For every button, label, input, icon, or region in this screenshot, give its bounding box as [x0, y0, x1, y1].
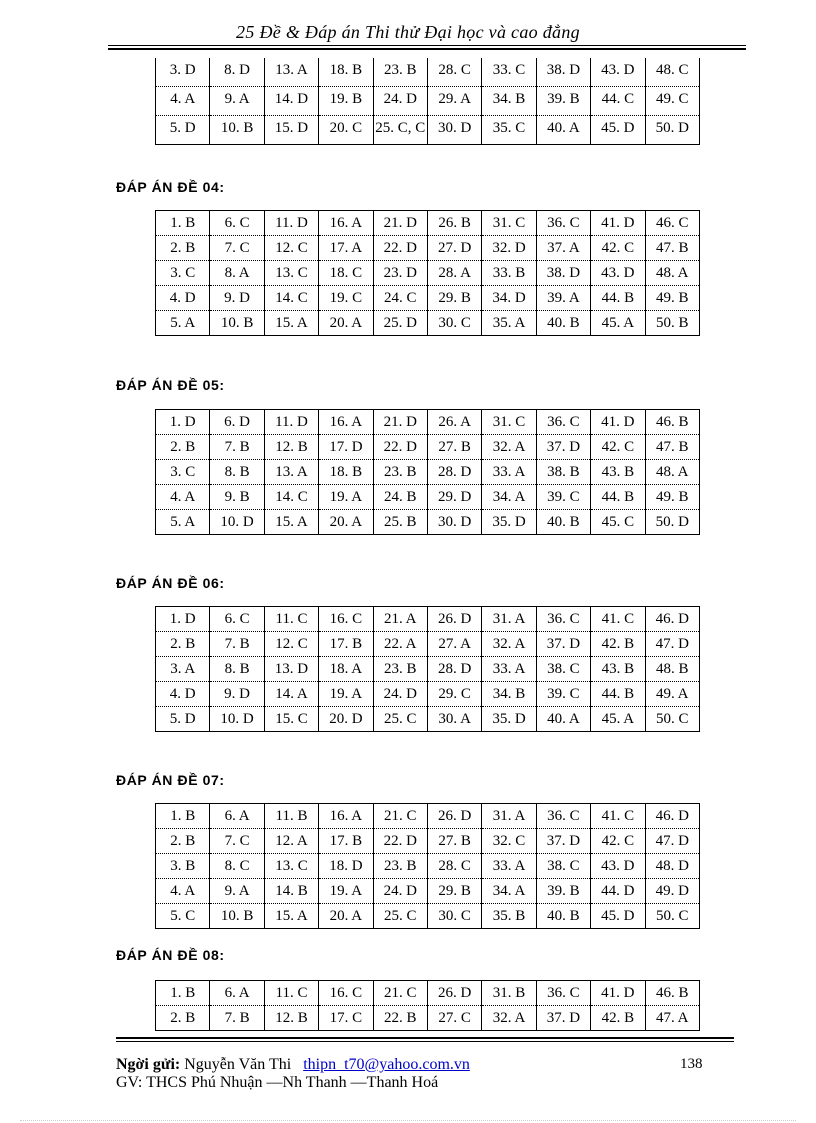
answer-cell: 18. D: [319, 854, 373, 879]
answer-cell: 9. A: [210, 879, 264, 904]
answer-cell: 5. A: [156, 510, 210, 535]
answer-cell: 18. A: [319, 657, 373, 682]
answer-cell: 41. C: [591, 607, 645, 632]
answer-cell: 10. B: [210, 116, 264, 145]
answer-table-06: [155, 606, 700, 732]
answer-cell: 48. A: [645, 460, 699, 485]
answer-cell: 28. A: [427, 261, 481, 286]
answer-cell: 40. A: [536, 116, 590, 145]
answer-cell: 7. C: [210, 829, 264, 854]
answer-cell: 38. B: [536, 460, 590, 485]
answer-cell: 33. A: [482, 854, 536, 879]
answer-cell: 37. D: [536, 632, 590, 657]
answer-cell: 3. C: [156, 460, 210, 485]
answer-cell: 31. A: [482, 607, 536, 632]
answer-cell: 33. A: [482, 460, 536, 485]
table-row: [156, 854, 700, 879]
footer-rule: [116, 1037, 734, 1039]
answer-cell: 16. C: [319, 981, 373, 1006]
answer-cell: 42. B: [591, 1006, 645, 1031]
answer-cell: 13. C: [264, 854, 318, 879]
answer-cell: 31. C: [482, 410, 536, 435]
answer-cell: 49. D: [645, 879, 699, 904]
table-row: [156, 607, 700, 632]
answer-cell: 33. A: [482, 657, 536, 682]
section-title-07: ĐÁP ÁN ĐỀ 07:: [116, 772, 225, 788]
answer-cell: 23. B: [373, 58, 427, 87]
answer-cell: 43. B: [591, 657, 645, 682]
answer-cell: 1. B: [156, 981, 210, 1006]
answer-cell: 40. B: [536, 510, 590, 535]
answer-cell: 35. D: [482, 707, 536, 732]
answer-cell: 44. D: [591, 879, 645, 904]
answer-cell: 28. D: [427, 460, 481, 485]
answer-cell: 13. D: [264, 657, 318, 682]
header-rule-thick: [108, 48, 746, 50]
answer-table-04: [155, 210, 700, 336]
answer-cell: 8. B: [210, 657, 264, 682]
answer-cell: 26. D: [427, 981, 481, 1006]
answer-cell: 29. C: [427, 682, 481, 707]
answer-cell: 22. D: [373, 829, 427, 854]
answer-cell: 21. A: [373, 607, 427, 632]
answer-cell: 32. A: [482, 1006, 536, 1031]
answer-cell: 42. C: [591, 435, 645, 460]
answer-cell: 4. D: [156, 286, 210, 311]
answer-cell: 14. A: [264, 682, 318, 707]
answer-cell: 24. B: [373, 485, 427, 510]
answer-cell: 25. C: [373, 707, 427, 732]
answer-cell: 31. C: [482, 211, 536, 236]
answer-cell: 15. A: [264, 904, 318, 929]
answer-cell: 3. A: [156, 657, 210, 682]
answer-cell: 45. C: [591, 510, 645, 535]
answer-cell: 15. A: [264, 311, 318, 336]
answer-cell: 41. D: [591, 981, 645, 1006]
answer-cell: 14. B: [264, 879, 318, 904]
answer-cell: 27. A: [427, 632, 481, 657]
answer-cell: 18. C: [319, 261, 373, 286]
answer-cell: 39. C: [536, 485, 590, 510]
answer-cell: 36. C: [536, 804, 590, 829]
answer-cell: 7. B: [210, 1006, 264, 1031]
answer-cell: 45. D: [591, 904, 645, 929]
answer-cell: 38. C: [536, 854, 590, 879]
answer-cell: 10. D: [210, 510, 264, 535]
answer-cell: 39. C: [536, 682, 590, 707]
answer-cell: 17. B: [319, 829, 373, 854]
answer-cell: 30. D: [427, 116, 481, 145]
answer-cell: 25. D: [373, 311, 427, 336]
answer-cell: 27. C: [427, 1006, 481, 1031]
answer-cell: 20. C: [319, 116, 373, 145]
answer-cell: 10. D: [210, 707, 264, 732]
answer-cell: 31. B: [482, 981, 536, 1006]
answer-cell: 47. B: [645, 236, 699, 261]
answer-cell: 37. D: [536, 1006, 590, 1031]
answer-cell: 29. B: [427, 286, 481, 311]
answer-cell: 37. D: [536, 435, 590, 460]
header-rule: [108, 45, 746, 46]
answer-cell: 16. C: [319, 607, 373, 632]
table-row: [156, 904, 700, 929]
answer-cell: 46. B: [645, 410, 699, 435]
answer-cell: 2. B: [156, 236, 210, 261]
answer-cell: 30. C: [427, 904, 481, 929]
page-bottom-border: [20, 1120, 796, 1121]
answer-cell: 12. C: [264, 236, 318, 261]
answer-cell: 33. C: [482, 58, 536, 87]
answer-cell: 4. A: [156, 87, 210, 116]
answer-cell: 44. C: [591, 87, 645, 116]
answer-cell: 4. D: [156, 682, 210, 707]
sender-name: Nguyễn Văn Thi: [184, 1056, 292, 1073]
answer-cell: 36. C: [536, 981, 590, 1006]
answer-cell: 19. A: [319, 879, 373, 904]
answer-table-07: [155, 803, 700, 929]
answer-cell: 1. B: [156, 211, 210, 236]
answer-cell: 46. C: [645, 211, 699, 236]
answer-cell: 43. B: [591, 460, 645, 485]
answer-cell: 44. B: [591, 485, 645, 510]
answer-cell: 9. B: [210, 485, 264, 510]
table-row: [156, 286, 700, 311]
answer-cell: 17. C: [319, 1006, 373, 1031]
answer-cell: 19. B: [319, 87, 373, 116]
answer-cell: 30. A: [427, 707, 481, 732]
section-title-04: ĐÁP ÁN ĐỀ 04:: [116, 179, 225, 195]
answer-cell: 3. D: [156, 58, 210, 87]
answer-cell: 6. C: [210, 607, 264, 632]
answer-cell: 28. D: [427, 657, 481, 682]
answer-cell: 18. B: [319, 460, 373, 485]
table-row: [156, 632, 700, 657]
answer-cell: 15. D: [264, 116, 318, 145]
answer-cell: 2. B: [156, 435, 210, 460]
answer-cell: 12. C: [264, 632, 318, 657]
answer-cell: 27. D: [427, 236, 481, 261]
answer-cell: 42. B: [591, 632, 645, 657]
answer-cell: 21. D: [373, 211, 427, 236]
answer-cell: 23. B: [373, 460, 427, 485]
answer-cell: 50. D: [645, 116, 699, 145]
answer-cell: 5. D: [156, 116, 210, 145]
answer-cell: 13. A: [264, 460, 318, 485]
answer-cell: 35. A: [482, 311, 536, 336]
page-header-title: 25 Đề & Đáp án Thi thử Đại học và cao đẳng: [236, 22, 580, 42]
table-row: [156, 804, 700, 829]
table-row: [156, 211, 700, 236]
answer-cell: 20. A: [319, 904, 373, 929]
answer-cell: 41. C: [591, 804, 645, 829]
answer-cell: 43. D: [591, 58, 645, 87]
answer-cell: 5. A: [156, 311, 210, 336]
answer-cell: 46. D: [645, 804, 699, 829]
answer-cell: 9. D: [210, 286, 264, 311]
answer-cell: 19. C: [319, 286, 373, 311]
answer-cell: 40. B: [536, 311, 590, 336]
answer-cell: 44. B: [591, 286, 645, 311]
answer-cell: 34. A: [482, 879, 536, 904]
answer-cell: 10. B: [210, 311, 264, 336]
answer-table-08: [155, 980, 700, 1031]
table-row: [156, 460, 700, 485]
table-row: [156, 981, 700, 1006]
table-row: [156, 829, 700, 854]
answer-cell: 9. D: [210, 682, 264, 707]
answer-cell: 43. D: [591, 854, 645, 879]
table-row: [156, 410, 700, 435]
answer-cell: 20. A: [319, 510, 373, 535]
table-row: [156, 657, 700, 682]
answer-cell: 4. A: [156, 879, 210, 904]
answer-cell: 28. C: [427, 58, 481, 87]
answer-cell: 41. D: [591, 410, 645, 435]
answer-cell: 10. B: [210, 904, 264, 929]
answer-cell: 48. A: [645, 261, 699, 286]
answer-cell: 49. B: [645, 485, 699, 510]
answer-cell: 47. D: [645, 632, 699, 657]
answer-cell: 18. B: [319, 58, 373, 87]
answer-cell: 22. B: [373, 1006, 427, 1031]
answer-cell: 14. D: [264, 87, 318, 116]
answer-cell: 5. D: [156, 707, 210, 732]
table-row: [156, 311, 700, 336]
answer-cell: 3. C: [156, 261, 210, 286]
answer-cell: 25. C: [373, 904, 427, 929]
answer-cell: 41. D: [591, 211, 645, 236]
answer-cell: 42. C: [591, 236, 645, 261]
answer-cell: 46. B: [645, 981, 699, 1006]
answer-cell: 14. C: [264, 485, 318, 510]
answer-cell: 36. C: [536, 410, 590, 435]
answer-cell: 6. A: [210, 804, 264, 829]
answer-cell: 33. B: [482, 261, 536, 286]
answer-cell: 3. B: [156, 854, 210, 879]
answer-cell: 12. A: [264, 829, 318, 854]
answer-cell: 16. A: [319, 804, 373, 829]
answer-cell: 49. A: [645, 682, 699, 707]
answer-cell: 37. D: [536, 829, 590, 854]
answer-cell: 47. B: [645, 435, 699, 460]
answer-cell: 28. C: [427, 854, 481, 879]
answer-cell: 21. C: [373, 804, 427, 829]
answer-cell: 26. B: [427, 211, 481, 236]
answer-cell: 8. D: [210, 58, 264, 87]
section-title-06: ĐÁP ÁN ĐỀ 06:: [116, 575, 225, 591]
table-row: [156, 58, 700, 87]
section-title-08: ĐÁP ÁN ĐỀ 08:: [116, 947, 225, 963]
answer-cell: 7. B: [210, 435, 264, 460]
answer-cell: 4. A: [156, 485, 210, 510]
answer-cell: 45. A: [591, 311, 645, 336]
answer-cell: 32. D: [482, 236, 536, 261]
answer-cell: 11. C: [264, 981, 318, 1006]
answer-cell: 14. C: [264, 286, 318, 311]
answer-cell: 24. D: [373, 879, 427, 904]
answer-cell: 48. B: [645, 657, 699, 682]
table-row: [156, 435, 700, 460]
answer-cell: 12. B: [264, 435, 318, 460]
answer-cell: 47. D: [645, 829, 699, 854]
answer-table-continuation: [155, 58, 700, 145]
answer-cell: 37. A: [536, 236, 590, 261]
answer-cell: 17. A: [319, 236, 373, 261]
section-title-05: ĐÁP ÁN ĐỀ 05:: [116, 377, 225, 393]
table-row: [156, 485, 700, 510]
table-row: [156, 116, 700, 145]
answer-cell: 32. A: [482, 435, 536, 460]
answer-cell: 42. C: [591, 829, 645, 854]
answer-cell: 11. C: [264, 607, 318, 632]
answer-cell: 16. A: [319, 410, 373, 435]
table-row: [156, 682, 700, 707]
answer-cell: 45. A: [591, 707, 645, 732]
answer-cell: 6. C: [210, 211, 264, 236]
answer-cell: 49. B: [645, 286, 699, 311]
answer-cell: 30. C: [427, 311, 481, 336]
answer-cell: 38. D: [536, 261, 590, 286]
answer-cell: 21. C: [373, 981, 427, 1006]
answer-cell: 9. A: [210, 87, 264, 116]
answer-cell: 1. D: [156, 410, 210, 435]
answer-cell: 1. B: [156, 804, 210, 829]
answer-cell: 35. B: [482, 904, 536, 929]
answer-cell: 20. A: [319, 311, 373, 336]
answer-cell: 49. C: [645, 87, 699, 116]
answer-cell: 44. B: [591, 682, 645, 707]
answer-cell: 6. A: [210, 981, 264, 1006]
answer-cell: 2. B: [156, 1006, 210, 1031]
answer-cell: 22. D: [373, 236, 427, 261]
answer-cell: 19. A: [319, 682, 373, 707]
answer-cell: 48. C: [645, 58, 699, 87]
answer-cell: 22. D: [373, 435, 427, 460]
answer-cell: 21. D: [373, 410, 427, 435]
answer-cell: 46. D: [645, 607, 699, 632]
answer-cell: 2. B: [156, 829, 210, 854]
answer-cell: 50. D: [645, 510, 699, 535]
answer-cell: 11. D: [264, 211, 318, 236]
answer-cell: 38. C: [536, 657, 590, 682]
answer-cell: 25. C, C: [373, 116, 427, 145]
answer-cell: 40. B: [536, 904, 590, 929]
answer-cell: 5. C: [156, 904, 210, 929]
answer-cell: 36. C: [536, 607, 590, 632]
table-row: [156, 1006, 700, 1031]
answer-cell: 36. C: [536, 211, 590, 236]
answer-cell: 12. B: [264, 1006, 318, 1031]
answer-cell: 19. A: [319, 485, 373, 510]
answer-cell: 40. A: [536, 707, 590, 732]
answer-cell: 11. B: [264, 804, 318, 829]
answer-cell: 15. C: [264, 707, 318, 732]
answer-cell: 24. C: [373, 286, 427, 311]
email-link[interactable]: thipn_t70@yahoo.com.vn: [303, 1056, 470, 1073]
answer-cell: 39. A: [536, 286, 590, 311]
answer-cell: 8. A: [210, 261, 264, 286]
answer-cell: 16. A: [319, 211, 373, 236]
answer-cell: 50. C: [645, 707, 699, 732]
answer-cell: 48. D: [645, 854, 699, 879]
footer-sender: [116, 1056, 470, 1074]
answer-cell: 34. D: [482, 286, 536, 311]
answer-cell: 25. B: [373, 510, 427, 535]
table-row: [156, 510, 700, 535]
answer-cell: 34. A: [482, 485, 536, 510]
sender-label: Ngời gửi:: [116, 1056, 181, 1073]
answer-cell: 17. B: [319, 632, 373, 657]
answer-cell: 22. A: [373, 632, 427, 657]
answer-cell: 6. D: [210, 410, 264, 435]
answer-cell: 29. A: [427, 87, 481, 116]
answer-cell: 32. C: [482, 829, 536, 854]
answer-cell: 26. D: [427, 804, 481, 829]
table-row: [156, 87, 700, 116]
page-number: 138: [680, 1056, 703, 1072]
answer-cell: 27. B: [427, 829, 481, 854]
answer-cell: 35. D: [482, 510, 536, 535]
answer-cell: 8. B: [210, 460, 264, 485]
table-row: [156, 261, 700, 286]
answer-cell: 50. B: [645, 311, 699, 336]
answer-cell: 39. B: [536, 879, 590, 904]
answer-cell: 32. A: [482, 632, 536, 657]
answer-cell: 30. D: [427, 510, 481, 535]
answer-cell: 23. D: [373, 261, 427, 286]
table-row: [156, 707, 700, 732]
answer-cell: 24. D: [373, 87, 427, 116]
answer-cell: 29. B: [427, 879, 481, 904]
answer-cell: 26. A: [427, 410, 481, 435]
answer-cell: 47. A: [645, 1006, 699, 1031]
answer-cell: 26. D: [427, 607, 481, 632]
answer-cell: 8. C: [210, 854, 264, 879]
answer-cell: 13. C: [264, 261, 318, 286]
answer-cell: 43. D: [591, 261, 645, 286]
answer-cell: 38. D: [536, 58, 590, 87]
answer-cell: 39. B: [536, 87, 590, 116]
answer-cell: 45. D: [591, 116, 645, 145]
answer-cell: 27. B: [427, 435, 481, 460]
answer-cell: 23. B: [373, 854, 427, 879]
answer-cell: 35. C: [482, 116, 536, 145]
answer-cell: 34. B: [482, 682, 536, 707]
answer-cell: 13. A: [264, 58, 318, 87]
answer-table-05: [155, 409, 700, 535]
answer-cell: 50. C: [645, 904, 699, 929]
answer-cell: 29. D: [427, 485, 481, 510]
answer-cell: 7. C: [210, 236, 264, 261]
answer-cell: 23. B: [373, 657, 427, 682]
answer-cell: 17. D: [319, 435, 373, 460]
answer-cell: 11. D: [264, 410, 318, 435]
answer-cell: 24. D: [373, 682, 427, 707]
table-row: [156, 879, 700, 904]
answer-cell: 2. B: [156, 632, 210, 657]
answer-cell: 20. D: [319, 707, 373, 732]
answer-cell: 7. B: [210, 632, 264, 657]
footer-affiliation: GV: THCS Phú Nhuận —Nh Thanh —Thanh Hoá: [116, 1074, 439, 1091]
footer-rule-thin: [116, 1041, 734, 1042]
answer-cell: 31. A: [482, 804, 536, 829]
table-row: [156, 236, 700, 261]
answer-cell: 15. A: [264, 510, 318, 535]
answer-cell: 1. D: [156, 607, 210, 632]
answer-cell: 34. B: [482, 87, 536, 116]
